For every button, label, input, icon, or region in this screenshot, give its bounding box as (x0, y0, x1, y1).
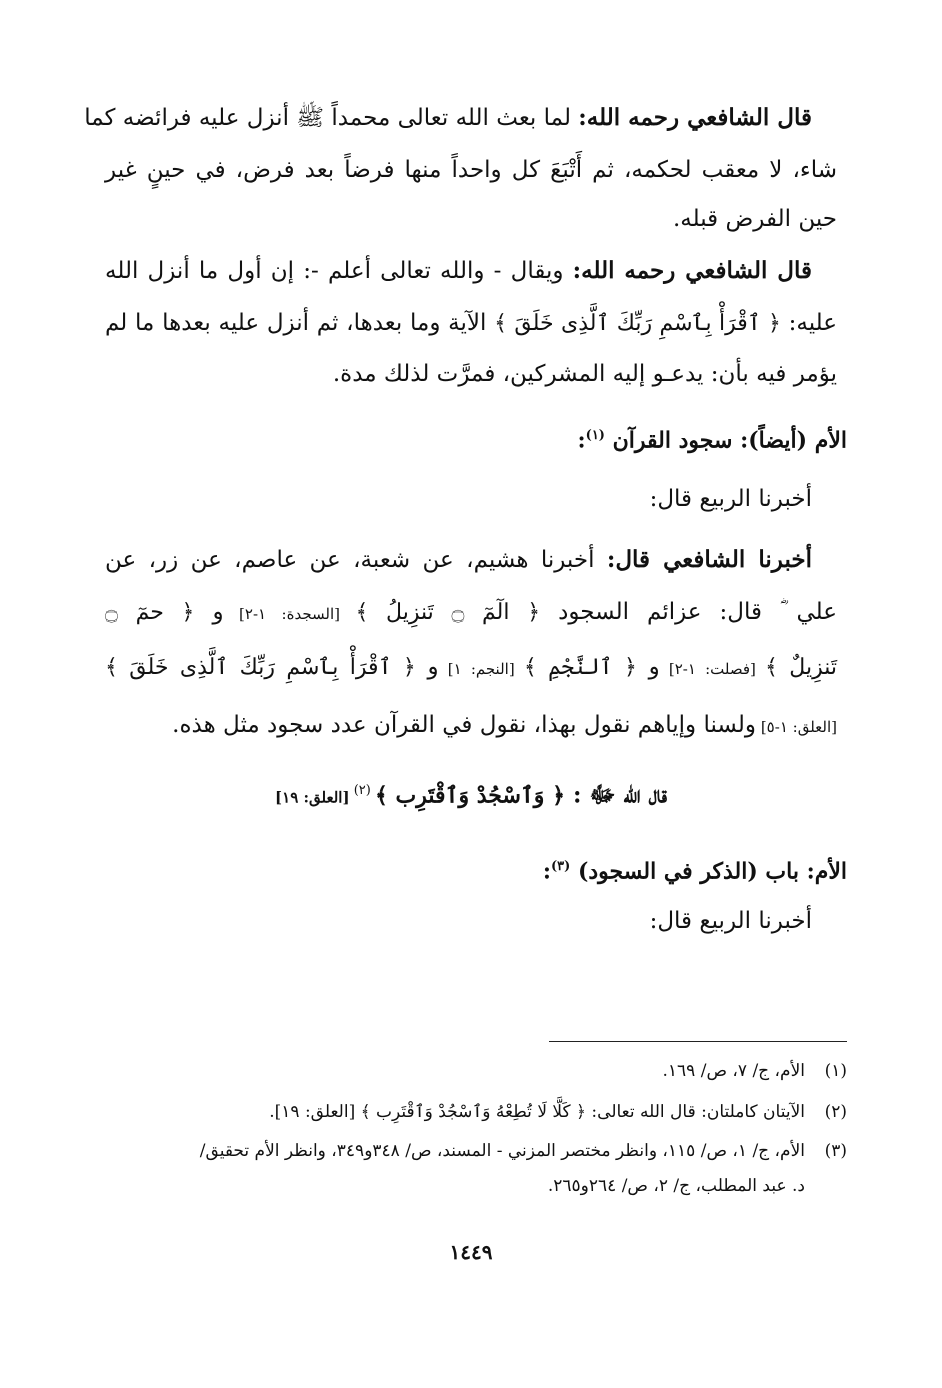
speaker-label: قال الشافعي رحمه الله: (578, 104, 812, 131)
section-heading-2 (105, 852, 847, 886)
narration-opening-2: أخبرنا الربيع قال: (649, 908, 812, 934)
paragraph-text: و (636, 654, 660, 680)
heading-text: الأم (أيضاً): سجود القرآن (612, 427, 847, 454)
footnote-marker: (٣) (551, 859, 571, 874)
quran-verse: ﴿ حمٓ ۝ (105, 600, 195, 625)
verse-reference: [النجم: ١] (438, 660, 524, 678)
paragraph-3-line-4 (105, 710, 837, 742)
heading-text: الأم: باب (الذكر في السجود) (577, 858, 847, 885)
paragraph-text: ولسنا وإياهم نقول بهذا، نقول في القرآن عدد سجود مثل هذه. (172, 712, 757, 738)
footnote-number: (٣) (824, 1141, 847, 1161)
heading-colon: : (542, 858, 551, 885)
footnote-1 (110, 1059, 847, 1083)
heading-colon: : (577, 427, 586, 454)
paragraph-text: الآية وما بعدها، ثم أنزل عليه بعدها ما لم (105, 310, 495, 336)
footnote-2 (110, 1100, 847, 1124)
footnote-marker: (١) (585, 428, 605, 443)
paragraph-text: و (194, 599, 224, 625)
speaker-label: أخبرنا الشافعي قال: (606, 546, 812, 573)
quran-verse: ﴿ ٱقْرَأْ بِٱسْمِ رَبِّكَ ٱلَّذِى خَلَقَ ﴾ (494, 311, 781, 336)
paragraph-1-line-1 (84, 103, 812, 133)
quran-verse: ﴿ ٱقْرَأْ بِٱسْمِ رَبِّكَ ٱلَّذِى خَلَقَ ﴾ (105, 655, 416, 680)
paragraph-2-line-1 (105, 256, 812, 286)
speaker-label: قال الشافعي رحمه الله: (572, 257, 812, 284)
footnote-text: الآيتان كاملتان: قال الله تعالى: ﴿ كَلَّا لَا تُطِعْهُ وَٱسْجُدْ وَٱقْتَرِب ﴾ [العلق: ١٩]. (269, 1102, 805, 1122)
footnote-number: (٢) (824, 1102, 847, 1122)
narration-opening-1: أخبرنا الربيع قال: (649, 486, 812, 512)
page-number: ١٤٤٩ (449, 1240, 493, 1264)
section-heading-1 (105, 421, 847, 455)
quran-verse: ﴿ الٓمٓ ۝ تَنزِيلُ ﴾ (355, 600, 541, 625)
footnote-number: (١) (824, 1061, 847, 1081)
quran-quote-line (105, 775, 837, 814)
quote-label: قال الله ﷻ : (564, 781, 667, 809)
verse-reference: [السجدة: ١-٢] (223, 605, 356, 623)
quran-verse: ﴿ ٱلنَّجْمِ ﴾ (523, 655, 637, 680)
quran-verse: ﴿ وَٱسْجُدْ وَٱقْتَرِب ﴾ (375, 782, 565, 809)
paragraph-2-line-2 (105, 308, 837, 339)
paragraph-2-line-3: يؤمر فيه بأن: يدعـو إليه المشركين، فمرَّت لذلك مدة. (332, 361, 837, 387)
paragraph-3-line-2 (105, 597, 837, 629)
paragraph-text: أخبرنا هشيم، عن شعبة، عن عاصم، عن زر، عن (105, 547, 607, 573)
paragraph-text: و (415, 654, 439, 680)
paragraph-text: عليه: (780, 310, 838, 336)
paragraph-3-line-1 (105, 545, 812, 575)
paragraph-1-line-3: حين الفرض قبله. (672, 206, 837, 232)
quran-verse: تَنزِيلٌ ﴾ (765, 655, 837, 680)
footnote-3-continuation: د. عبد المطلب، ج/ ٢، ص/ ٢٦٤و٢٦٥. (547, 1176, 805, 1196)
paragraph-text: علي ؓ قال: عزائم السجود (540, 599, 837, 625)
paragraph-text: ويقال - والله تعالى أعلم -: إن أول ما أنزل الله (105, 258, 573, 284)
verse-reference: [العلق: ١٩] (275, 788, 350, 807)
footnote-text: الأم، ج/ ١، ص/ ١١٥، وانظر مختصر المزني - المسند، ص/ ٣٤٨و٣٤٩، وانظر الأم تحقيق/ (199, 1141, 805, 1161)
footnote-marker: (٢) (349, 783, 375, 798)
paragraph-1-line-2: شاء، لا معقب لحكمه، ثم أَتْبَعَ كل واحداً منها فرضاً بعد فرض، في حينٍ غير (105, 157, 837, 183)
footnote-3 (110, 1139, 847, 1163)
paragraph-text: لما بعث الله تعالى محمداً ﷺ أنزل عليه فرائضه كما (84, 105, 579, 131)
verse-reference: [العلق: ١-٥] (756, 718, 837, 736)
footnote-divider (549, 1041, 847, 1042)
footnote-text: الأم، ج/ ٧، ص/ ١٦٩. (662, 1061, 805, 1081)
paragraph-3-line-3 (105, 652, 837, 684)
verse-reference: [فصلت: ١-٢] (659, 660, 766, 678)
